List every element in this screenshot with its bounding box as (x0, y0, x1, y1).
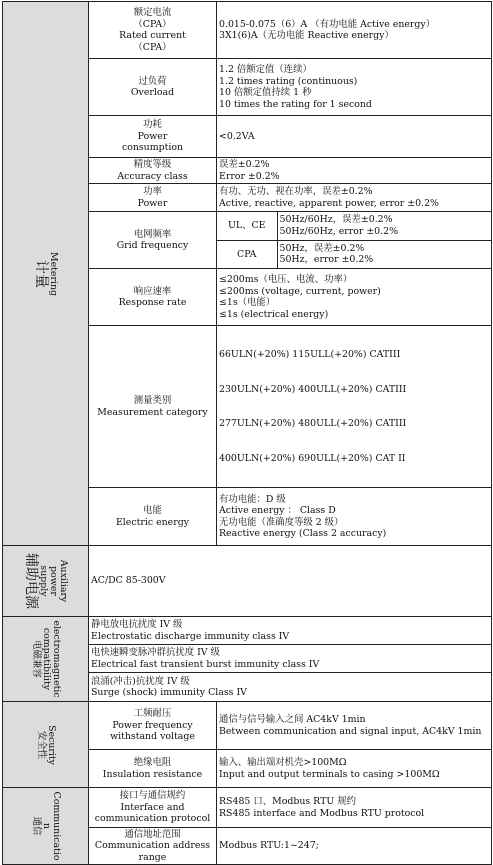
row-rated-current (3, 2, 492, 59)
grid-frequency-cpa: CPA 50Hz，误差±0.2% 50Hz，error ±0.2% (217, 240, 491, 268)
label-measurement-category: 测量类别 Measurement category (89, 326, 217, 488)
category-communication: Communicatio n 通信 (3, 788, 89, 865)
value-emc-esd: 静电放电抗扰度 IV 级 Electrostatic discharge immunity class IV (89, 617, 492, 645)
row-interface (3, 788, 492, 828)
value-rated-current: 0.015-0.075（6）A （有功电能 Active energy） 3X1(6)A（无功电能 Reactive energy） (217, 2, 492, 59)
label-address-range: 通信地址范围 Communication address range (89, 828, 217, 865)
label-power-consumption: 功耗 Power consumption (89, 116, 217, 158)
label-interface: 接口与通信规约 Interface and communication protocol (89, 788, 217, 828)
grid-frequency-subtable (217, 212, 491, 268)
value-power: 有功、无功、视在功率，误差±0.2% Active, reactive, apparent power, error ±0.2% (217, 184, 492, 212)
value-response-rate: ≤200ms（电压、电流、功率） ≤200ms (voltage, current, power) ≤1s（电能） ≤1s (electrical energy) (217, 269, 492, 326)
category-security: Security 安全性 (3, 702, 89, 788)
value-address-range: Modbus RTU:1~247; (217, 828, 492, 865)
value-insulation: 输入、输出端对机壳>100MΩ Input and output terminals to casing >100MΩ (217, 750, 492, 788)
value-accuracy-class: 误差±0.2% Error ±0.2% (217, 158, 492, 184)
row-power-frequency (3, 702, 492, 750)
label-power: 功率 Power (89, 184, 217, 212)
category-aux-power: Auxiliary power supply 辅助电源 (3, 546, 89, 617)
row-aux-power (3, 546, 492, 617)
label-electric-energy: 电能 Electric energy (89, 488, 217, 546)
label-response-rate: 响应速率 Response rate (89, 269, 217, 326)
label-accuracy-class: 精度等级 Accuracy class (89, 158, 217, 184)
value-aux-power: AC/DC 85-300V (89, 546, 492, 617)
category-emc: electromagnetic compatibility 电磁兼容 (3, 617, 89, 702)
spec-table (2, 1, 492, 865)
label-grid-frequency: 电网频率 Grid frequency (89, 212, 217, 269)
row-emc-esd (3, 617, 492, 645)
value-interface: RS485 口、Modbus RTU 规约 RS485 interface and Modbus RTU protocol (217, 788, 492, 828)
value-emc-surge: 浪涌(冲击)抗扰度 IV 级 Surge (shock) immunity Class IV (89, 673, 492, 702)
value-measurement-category: 66ULN(+20%) 115ULL(+20%) CATIII 230ULN(+20%) 400ULL(+20%) CATIII 277ULN(+20%) 480ULL(+20%) CATIII 400ULN(+20%) 690ULL(+20%) CAT II (217, 326, 492, 488)
value-power-frequency: 通信与信号输入之间 AC4kV 1min Between communication and signal input, AC4kV 1min (217, 702, 492, 750)
value-power-consumption: <0.2VA (217, 116, 492, 158)
value-emc-eft: 电快速瞬变脉冲群抗扰度 IV 级 Electrical fast transient burst immunity class IV (89, 645, 492, 673)
label-power-frequency: 工频耐压 Power frequency withstand voltage (89, 702, 217, 750)
value-overload: 1.2 倍额定值（连续） 1.2 times rating (continuous) 10 倍额定值持续 1 秒 10 times the rating for 1 second (217, 59, 492, 116)
grid-frequency-ul-ce: UL、CE 50Hz/60Hz，误差±0.2% 50Hz/60Hz, error ±0.2% (217, 212, 491, 240)
value-electric-energy: 有功电能：D 级 Active energy ： Class D 无功电能（准确度等级 2 级） Reactive energy (Class 2 accuracy) (217, 488, 492, 546)
value-grid-frequency (217, 212, 492, 269)
label-overload: 过负荷 Overload (89, 59, 217, 116)
category-metering: Metering 计量 (3, 2, 89, 546)
label-insulation: 绝缘电阻 Insulation resistance (89, 750, 217, 788)
label-rated-current: 额定电流 （CPA） Rated current （CPA） (89, 2, 217, 59)
